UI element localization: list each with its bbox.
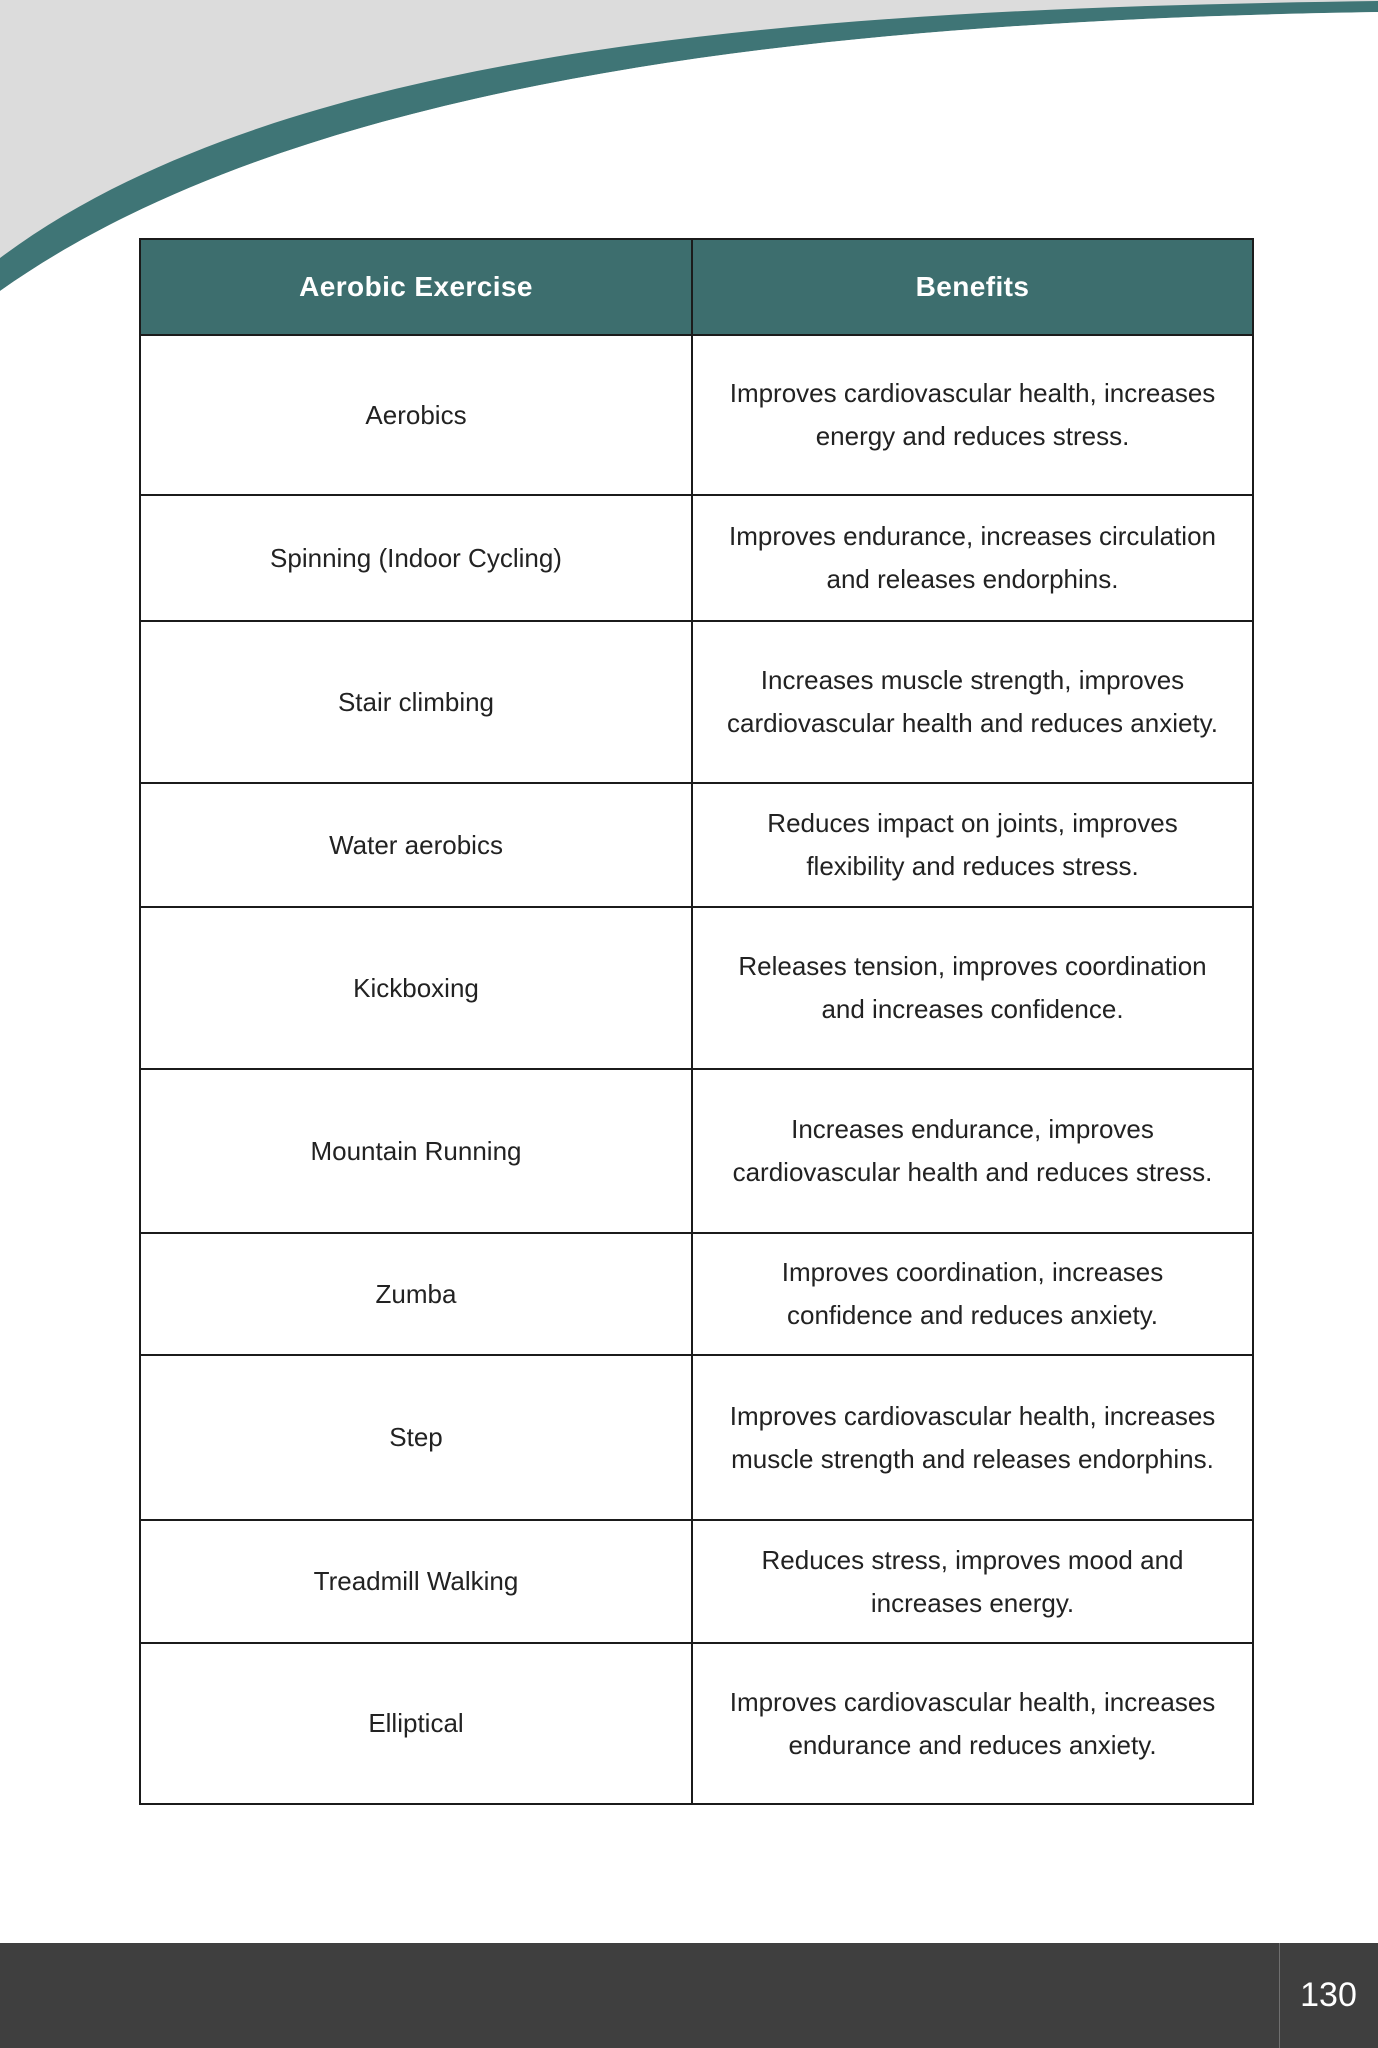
table-row (140, 1233, 1253, 1355)
exercise-cell: Kickboxing (140, 907, 692, 1069)
table-row (140, 783, 1253, 907)
exercise-cell: Stair climbing (140, 621, 692, 783)
exercise-cell: Aerobics (140, 335, 692, 495)
benefit-cell: Improves endurance, increases circulation and releases endorphins. (692, 495, 1253, 621)
benefits-column-header: Benefits (692, 239, 1253, 335)
benefit-cell: Improves cardiovascular health, increases muscle strength and releases endorphins. (692, 1355, 1253, 1520)
benefit-cell: Reduces stress, improves mood and increases energy. (692, 1520, 1253, 1643)
aerobic-exercise-table (139, 238, 1254, 1805)
benefit-cell: Increases muscle strength, improves cardiovascular health and reduces anxiety. (692, 621, 1253, 783)
benefit-cell: Releases tension, improves coordination and increases confidence. (692, 907, 1253, 1069)
page-number: 130 (1300, 1976, 1357, 2014)
table-row (140, 335, 1253, 495)
table-row (140, 1355, 1253, 1520)
table-row (140, 1069, 1253, 1233)
exercise-cell: Elliptical (140, 1643, 692, 1804)
exercise-cell: Mountain Running (140, 1069, 692, 1233)
table-row (140, 907, 1253, 1069)
table-header-row (140, 239, 1253, 335)
benefit-cell: Increases endurance, improves cardiovascular health and reduces stress. (692, 1069, 1253, 1233)
table-row (140, 1643, 1253, 1804)
benefit-cell: Improves coordination, increases confidence and reduces anxiety. (692, 1233, 1253, 1355)
table-row (140, 1520, 1253, 1643)
table-row (140, 495, 1253, 621)
exercise-cell: Zumba (140, 1233, 692, 1355)
exercise-column-header: Aerobic Exercise (140, 239, 692, 335)
exercise-cell: Water aerobics (140, 783, 692, 907)
exercise-cell: Spinning (Indoor Cycling) (140, 495, 692, 621)
page-footer (0, 1943, 1378, 2048)
exercise-cell: Treadmill Walking (140, 1520, 692, 1643)
benefit-cell: Improves cardiovascular health, increases energy and reduces stress. (692, 335, 1253, 495)
exercise-cell: Step (140, 1355, 692, 1520)
benefit-cell: Improves cardiovascular health, increases endurance and reduces anxiety. (692, 1643, 1253, 1804)
benefit-cell: Reduces impact on joints, improves flexibility and reduces stress. (692, 783, 1253, 907)
table-row (140, 621, 1253, 783)
